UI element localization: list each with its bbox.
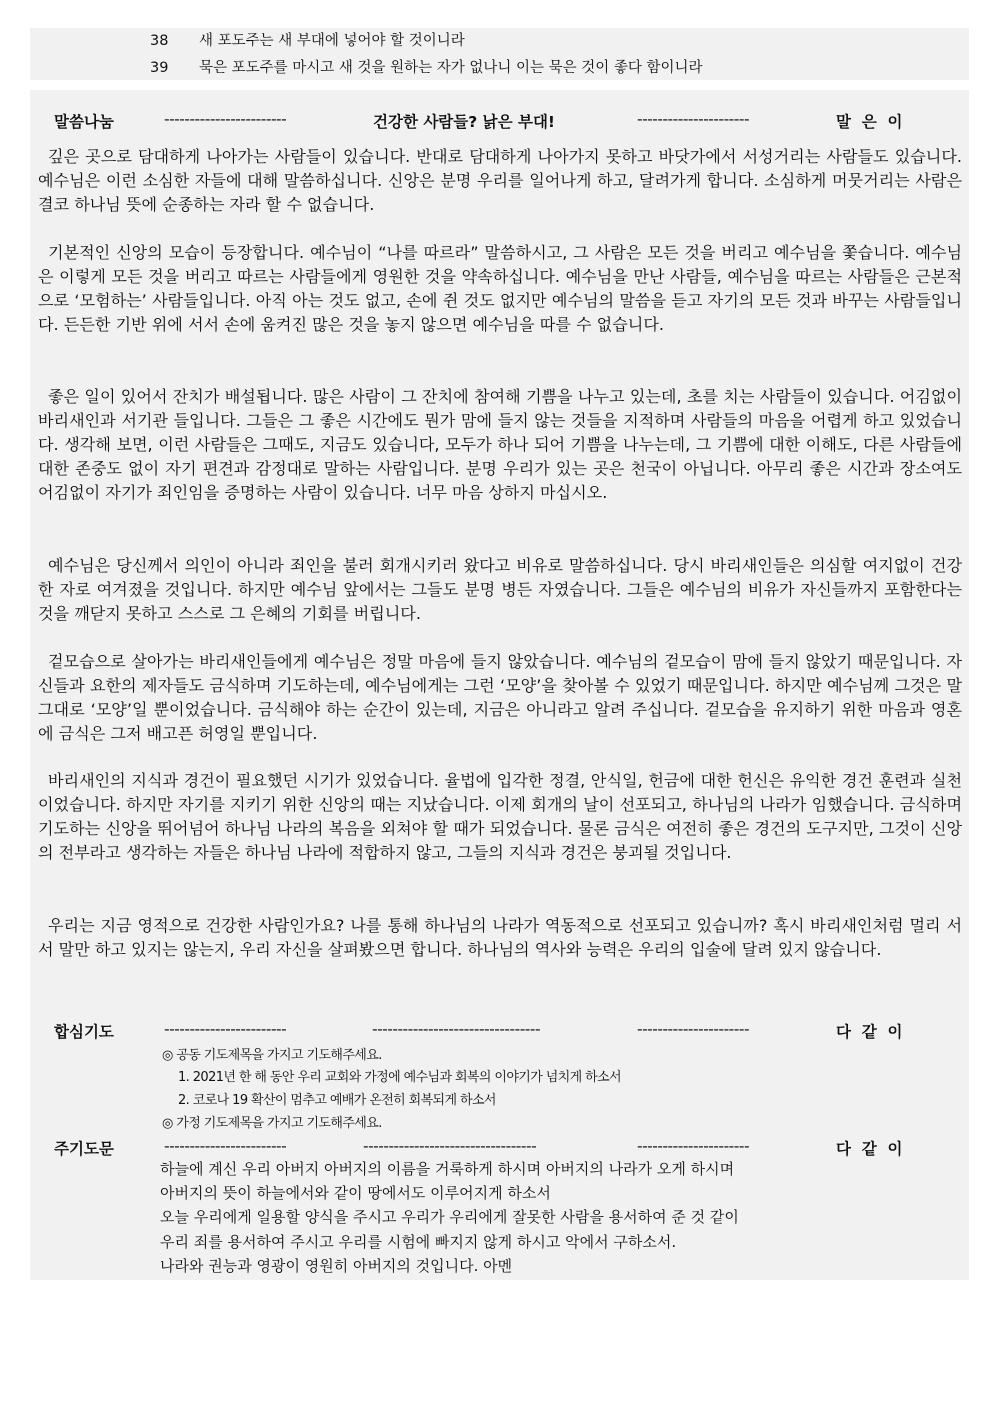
prayer-line: 하늘에 계신 우리 아버지 아버지의 이름을 거룩하게 하시며 아버지의 나라가 오게 하시며 (160, 1160, 735, 1178)
verse-number: 38 (150, 33, 169, 49)
prayer-line: 오늘 우리에게 일용할 양식을 주시고 우리가 우리에게 잘못한 사람을 용서하여 준 것 같이 (160, 1208, 739, 1227)
sermon-paragraph: 예수님은 당신께서 의인이 아니라 죄인을 불러 회개시키러 왔다고 비유로 말씀하십니다. 당시 바리새인들은 의심할 여지없이 건강한 자로 여겨졌을 것입니다. 하지만 예수님 앞에서는 그들도 분명 병든 자였습니다. 그들은 예수님의 비유가 자신들까지 포함한다는 것을 깨닫지 못하고 스스로 그 은혜의 기회를 버립니다. (38, 556, 962, 623)
lords-prayer-text (160, 1157, 739, 1278)
sermon-header (30, 110, 969, 136)
speaker-label: 말 은 이 (836, 113, 903, 131)
sermon-title: 건강한 사람들? 낡은 부대! (373, 113, 555, 131)
prayer-topic-heading: ◎ 가정 기도제목을 가지고 기도해주세요. (162, 1116, 382, 1131)
prayer-topic-item: 1. 2021년 한 해 동안 우리 교회와 가정에 예수님과 회복의 이야기가 넘치게 하소서 (178, 1070, 622, 1085)
unison-prayer-header (30, 1020, 969, 1046)
divider-dashes: --------------------------------- (372, 1020, 541, 1038)
sermon-paragraph: 좋은 일이 있어서 잔치가 배설됩니다. 많은 사람이 그 잔치에 참여해 기쁨을 나누고 있는데, 초를 치는 사람들이 있습니다. 어김없이 바리새인과 서기관 들입니다. 그들은 그 좋은 시간에도 뭔가 맘에 들지 않는 것들을 지적하며 사람들의 마음을 어렵게 하고 있었습니다. 생각해 보면, 이런 사람들은 그때도, 지금도 있습니다, 모두가 하나 되어 기쁨을 나누는데, 그 기쁨에 대한 이해도, 다른 사람들에 대한 존중도 없이 자기 편견과 감정대로 말하는 사람입니다. 분명 우리가 있는 곳은 천국이 아닙니다. 아무리 좋은 시간과 장소여도 어김없이 자기가 죄인임을 증명하는 사람이 있습니다. 너무 마음 상하지 마십시오. (38, 387, 962, 502)
divider-dashes: ------------------------ (164, 1137, 287, 1155)
section-label: 주기도문 (54, 1140, 114, 1158)
prayer-topic-heading: ◎ 공동 기도제목을 가지고 기도해주세요. (162, 1048, 382, 1063)
prayer-line: 나라와 권능과 영광이 영원히 아버지의 것입니다. 아멘 (160, 1256, 513, 1275)
sermon-paragraph: 바리새인의 지식과 경건이 필요했던 시기가 있었습니다. 율법에 입각한 정결, 안식일, 헌금에 대한 헌신은 유익한 경건 훈련과 실천이었습니다. 하지만 자기를 지키기 위한 신앙의 때는 지났습니다. 이제 회개의 날이 선포되고, 하나님의 나라가 임했습니다. 금식하며 기도하는 신앙을 뛰어넘어 하나님 나라의 복음을 외쳐야 할 때가 되었습니다. 물론 금식은 여전히 좋은 경건의 도구지만, 그것이 신앙의 전부라고 생각하는 자들은 하나님 나라에 적합하지 않고, 그들의 지식과 경건은 붕괴될 것입니다. (38, 771, 962, 862)
prayer-line: 아버지의 뜻이 하늘에서와 같이 땅에서도 이루어지게 하소서 (160, 1184, 551, 1203)
speaker-label: 다 같 이 (836, 1140, 903, 1158)
verse-text: 새 포도주는 새 부대에 넣어야 할 것이니라 (199, 33, 465, 49)
divider-dashes: ---------------------- (637, 1137, 750, 1155)
divider-dashes: ------------------------ (164, 1020, 287, 1038)
main-content (30, 90, 969, 1280)
sermon-paragraph: 깊은 곳으로 담대하게 나아가는 사람들이 있습니다. 반대로 담대하게 나아가지 못하고 바닷가에서 서성거리는 사람들도 있습니다. 예수님은 이런 소심한 자들에 대해 말씀하십니다. 신앙은 분명 우리를 일어나게 하고, 달려가게 합니다. 소심하게 머뭇거리는 사람은 결코 하나님 뜻에 순종하는 자라 할 수 없습니다. (38, 147, 962, 214)
prayer-line: 우리 죄를 용서하여 주시고 우리를 시험에 빠지지 않게 하시고 악에서 구하소서. (160, 1232, 677, 1251)
sermon-paragraph: 기본적인 신앙의 모습이 등장합니다. 예수님이 “나를 따르라” 말씀하시고, 그 사람은 모든 것을 버리고 예수님을 쫓습니다. 예수님은 이렇게 모든 것을 버리고 따르는 사람들에게 영원한 것을 약속하십니다. 예수님을 만난 사람들, 예수님을 따르는 사람들은 근본적으로 ‘모험하는’ 사람들입니다. 아직 아는 것도 없고, 손에 쥔 것도 없지만 예수님의 말씀을 듣고 자기의 모든 것과 바꾸는 사람들입니다. 든든한 기반 위에 서서 손에 움켜진 많은 것을 놓지 않으면 예수님을 따를 수 없습니다. (38, 243, 962, 334)
section-label: 합심기도 (54, 1023, 114, 1041)
scripture-verses (30, 28, 969, 80)
divider-dashes: ------------------------ (164, 110, 287, 128)
divider-dashes: ---------------------- (637, 1020, 750, 1038)
verse-text: 묵은 포도주를 마시고 새 것을 원하는 자가 없나니 이는 묵은 것이 좋다 함이니라 (199, 60, 703, 76)
sermon-paragraph: 겉모습으로 살아가는 바리새인들에게 예수님은 정말 마음에 들지 않았습니다. 예수님의 겉모습이 맘에 들지 않았기 때문입니다. 자신들과 요한의 제자들도 금식하며 기도하는데, 예수님에게는 그런 ‘모양’을 찾아볼 수 있었기 때문입니다. 하지만 예수님께 그것은 말 그대로 ‘모양’일 뿐이었습니다. 금식해야 하는 순간이 있는데, 지금은 아니라고 알려 주십니다. 겉모습을 유지하기 위한 마음과 영혼에 금식은 그저 배고픈 허영일 뿐입니다. (38, 652, 962, 743)
divider-dashes: ---------------------------------- (363, 1137, 537, 1155)
divider-dashes: ---------------------- (637, 110, 750, 128)
prayer-topic-item: 2. 코로나 19 확산이 멈추고 예배가 온전히 회복되게 하소서 (178, 1093, 496, 1108)
speaker-label: 다 같 이 (836, 1023, 903, 1041)
sermon-paragraph: 우리는 지금 영적으로 건강한 사람인가요? 나를 통해 하나님의 나라가 역동적으로 선포되고 있습니까? 혹시 바리새인처럼 멀리 서서 말만 하고 있지는 않는지, 우리 자신을 살펴봤으면 합니다. 하나님의 역사와 능력은 우리의 입술에 달려 있지 않습니다. (38, 916, 962, 959)
section-label: 말씀나눔 (54, 113, 114, 131)
verse-number: 39 (150, 60, 169, 76)
